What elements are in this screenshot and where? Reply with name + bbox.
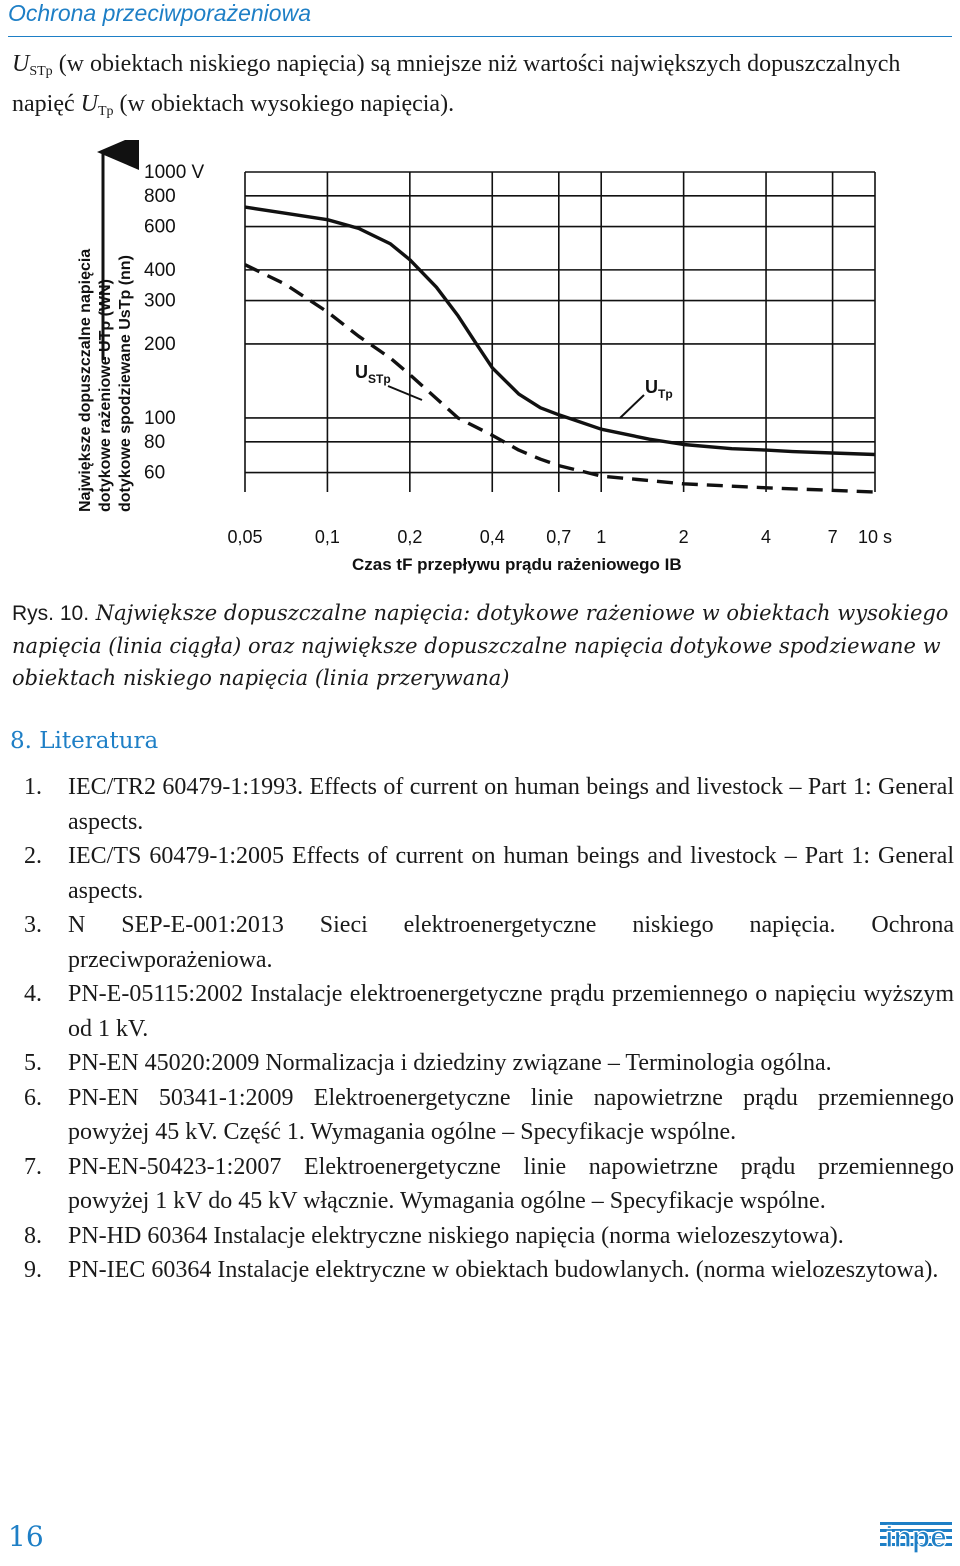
symbol-u-tp-subscript: Tp [97,104,114,119]
reference-item [24,1081,954,1150]
x-tick-label: 10 s [857,527,893,547]
reference-text: PN-HD 60364 Instalacje elektryczne niskiego napięcia (norma wielozeszytowa). [68,1222,844,1249]
y-axis-label-line-1: Największe dopuszczalne napięcia [77,248,94,512]
reference-text: PN-E-05115:2002 Instalacje elektroenergetyczne prądu przemiennego o napięciu wyższym od 1 kV. [68,981,954,1042]
y-tick-label: 400 [144,259,176,281]
x-axis-label: Czas tF przepływu prądu rażeniowego IB [352,555,682,574]
x-tick-label: 0,1 [314,527,340,547]
x-tick-label: 0,7 [546,527,572,547]
reference-text: PN-EN-50423-1:2007 Elektroenergetyczne linie napowietrzne prądu przemiennego powyżej 1 kV do 45 kV włącznie. Wymagania ogólne – Specyfikacje wspólne. [68,1153,954,1214]
reference-item [24,839,954,908]
page-number: 16 [8,1520,44,1553]
x-tick-label: 0,2 [397,527,423,547]
symbol-u-stp: U [12,51,30,77]
reference-number: 6. [24,1084,42,1111]
figure-caption-label: Rys. 10. [12,602,90,625]
y-tick-labels [144,162,205,484]
reference-number: 7. [24,1153,42,1180]
x-tick-labels [227,527,892,547]
intro-text-2: (w obiektach wysokiego napięcia). [113,91,455,117]
reference-number: 8. [24,1222,42,1249]
reference-item [24,977,954,1046]
reference-item [24,908,954,977]
y-tick-label: 100 [144,407,176,429]
reference-number: 2. [24,843,42,869]
figure-caption [12,597,952,694]
reference-number: 9. [24,1257,42,1283]
y-axis-label-line-3: dotykowe spodziewane UsTp (nn) [117,255,134,512]
series-annotation-label: $U_{Tp}$ [645,377,673,401]
reference-item [24,1253,954,1288]
y-tick-label: 800 [144,185,176,207]
x-tick-label: 4 [761,527,772,547]
chart-grid [245,172,875,492]
y-tick-label: 80 [144,431,166,453]
chart-series [245,207,875,492]
reference-text: IEC/TR2 60479-1:1993. Effects of current on human beings and livestock – Part 1: General aspects. [68,774,954,835]
figure-caption-text: Największe dopuszczalne napięcia: dotykowe rażeniowe w obiektach wysokiego napięcia (linia ciągła) oraz największe dopuszczalne napięcia dotykowe spodziewane w obiektach niskiego napięcia (linia przerywana) [12,601,949,690]
y-tick-label: 60 [144,462,166,484]
reference-number: 5. [24,1050,42,1076]
y-tick-label: 600 [144,216,176,238]
reference-text: N SEP-E-001:2013 Sieci elektroenergetyczne niskiego napięcia. Ochrona przeciwporażeniowa. [68,912,954,973]
x-tick-label: 7 [827,527,838,547]
literature-heading: 8. Literatura [10,728,159,754]
voltage-time-chart [60,140,920,585]
reference-item [24,1150,954,1219]
reference-number: 3. [24,912,42,938]
y-tick-label: 300 [144,290,176,312]
section-heading: Ochrona przeciwporażeniowa [8,0,311,26]
x-tick-label: 1 [596,527,607,547]
series-annotation-leader [388,386,422,400]
y-axis-label-line-2: dotykowe rażeniowe UTp (WN) [97,279,114,512]
intro-text-1: (w obiektach niskiego napięcia) są mniejsze niż wartości największych dopuszczalnych napięć [12,51,901,117]
y-tick-label: 1000 V [144,162,205,183]
inpe-logo [880,1520,952,1556]
series-annotation-label: $U_{STp}$ [355,362,391,386]
y-tick-label: 200 [144,333,176,355]
reference-item [24,1046,954,1081]
series-line-ustp [245,265,875,492]
reference-number: 4. [24,981,42,1007]
reference-text: PN-EN 45020:2009 Normalizacja i dziedziny związane – Terminologia ogólna. [68,1050,832,1076]
x-tick-label: 0,05 [227,527,263,547]
section-divider [8,36,952,37]
intro-paragraph [12,48,952,128]
reference-list [24,770,954,1288]
series-annotation-leader [620,395,644,418]
x-tick-label: 2 [678,527,689,547]
reference-number: 1. [24,774,42,800]
reference-text: PN-IEC 60364 Instalacje elektryczne w obiektach budowlanych. (norma wielozeszytowa). [68,1257,939,1283]
reference-item [24,1219,954,1254]
x-tick-label: 0,4 [479,527,505,547]
reference-text: PN-EN 50341-1:2009 Elektroenergetyczne linie napowietrzne prądu przemiennego powyżej 45 kV. Część 1. Wymagania ogólne – Specyfikacje wspólne. [68,1084,954,1145]
symbol-u-tp: U [80,91,98,117]
reference-text: IEC/TS 60479-1:2005 Effects of current on human beings and livestock – Part 1: General aspects. [68,843,954,904]
logo-text: inpe [885,1521,947,1554]
reference-item [24,770,954,839]
symbol-u-stp-subscript: STp [29,64,53,79]
